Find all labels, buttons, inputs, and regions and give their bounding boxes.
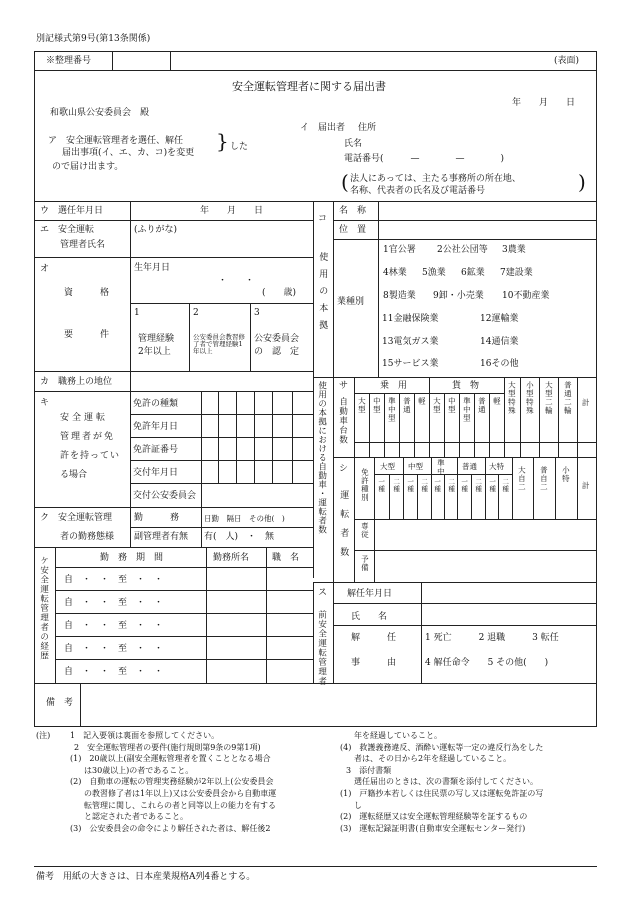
note-r-1: 年を経過していること。	[354, 731, 442, 740]
note-l-8: と認定された者であること。	[84, 812, 188, 822]
veh-col-p-medium: 中型	[372, 397, 382, 414]
kinmu-options[interactable]: 日勤 隔日 その他( )	[204, 514, 285, 523]
cargo-header: 貨 物	[452, 381, 480, 391]
career-row-2[interactable]: 自 ・ ・ 至 ・ ・	[64, 598, 164, 608]
license-type: 免許の種類	[133, 399, 179, 409]
intro-line-c: ので届け出ます。	[52, 162, 124, 172]
veh-col-c-semi: 準中型	[462, 397, 472, 423]
note-r-5: 選任届出のときは、次の書類を添付してください。	[354, 777, 538, 787]
req3-text: 公安委員会	[254, 334, 300, 344]
applicant-name[interactable]: 氏名	[344, 139, 363, 149]
industry-2[interactable]: 2公社公団等	[437, 245, 488, 255]
lic-sub-4: 二種	[420, 478, 429, 493]
sub-manager-field[interactable]: 有( 人) ・ 無	[204, 532, 275, 542]
issuing-commission: 交付公安委員会	[133, 491, 197, 501]
dismissal-reasons-2[interactable]: 4 解任命令 5 その他( )	[425, 658, 549, 668]
prev-manager-name-label: 氏 名	[351, 612, 388, 622]
passenger-header: 乗 用	[380, 381, 408, 391]
applicant-address[interactable]: 住所	[358, 123, 377, 133]
industry-1[interactable]: 1官公署	[383, 245, 416, 255]
veh-col-p-light: 軽	[417, 397, 427, 406]
sub-manager-label: 副管理者有無	[134, 532, 189, 542]
req1-text-b: 2年以上	[138, 347, 171, 357]
lic-small-special: 小特	[561, 466, 571, 483]
req2-text: 公安委員会教習修了者で管理経験1年以上	[193, 333, 245, 356]
veh-col-normal-bike: 普通二輪	[563, 381, 573, 415]
lic-sub-2: 二種	[392, 478, 401, 493]
paren-close: )	[578, 170, 586, 194]
industry-3[interactable]: 3農業	[502, 245, 526, 255]
industry-13[interactable]: 13電気ガス業	[382, 337, 439, 347]
career-period-header: 勤 務 期 間	[100, 553, 164, 563]
dismissal-date-label: 解任年月日	[347, 589, 393, 599]
note-r-4: 3 添付書類	[346, 765, 392, 775]
intro-shita: した	[230, 142, 249, 152]
industry-8[interactable]: 8製造業	[383, 291, 416, 301]
birth-date-label: 生年月日	[134, 263, 171, 273]
birth-date-field[interactable]: ・ ・	[218, 276, 255, 286]
req1-no: 1	[134, 308, 140, 318]
career-row-1[interactable]: 自 ・ ・ 至 ・ ・	[64, 575, 164, 585]
note-r-2: (4) 救護義務違反、酒酔い運転等一定の違反行為をした	[340, 742, 544, 752]
driver-count-label: 運転者数	[338, 490, 349, 566]
form-title: 安全運転管理者に関する届出書	[232, 80, 386, 93]
industry-9[interactable]: 9卸・小売業	[433, 291, 484, 301]
office-location-label: 位 置	[339, 225, 367, 235]
veh-col-small-special: 小型特殊	[525, 381, 535, 415]
office-location-field[interactable]	[381, 222, 593, 236]
omote-label: (表面)	[554, 56, 580, 66]
corp-note-2: 名称、代表者の氏名及び電話番号	[350, 186, 486, 196]
lic-large: 大型	[380, 462, 395, 471]
note-l-5: (2) 自動車の運転の管理実務経験が2年以上(公安委員会	[70, 777, 274, 787]
veh-col-large-bike: 大型二輪	[544, 381, 554, 415]
industry-10[interactable]: 10不動産業	[502, 291, 550, 301]
applicant-label: イ 届出者	[300, 123, 346, 133]
industry-label: 業種別	[337, 297, 365, 307]
industry-14[interactable]: 14通信業	[480, 337, 519, 347]
req3-no: 3	[254, 308, 260, 318]
career-office-header: 勤務所名	[213, 553, 250, 563]
manager-name-label2: 管理者氏名	[60, 240, 106, 250]
header-bar	[34, 51, 597, 70]
lic-medium: 中型	[408, 462, 423, 471]
kinmu-label2: 者の勤務態様	[60, 532, 115, 542]
note-l-6: の教習修了者は1年以上)又は公安委員会から自動車運	[84, 788, 277, 798]
notes-left	[70, 730, 332, 834]
su-label: ス	[318, 588, 328, 598]
age-field[interactable]: ( 歳)	[262, 288, 297, 298]
honkyo-label: 使用の本拠	[317, 252, 328, 337]
industry-16[interactable]: 16その他	[480, 359, 519, 369]
license-kind-label: 免許種別	[360, 468, 370, 502]
career-title-header: 職 名	[272, 553, 300, 563]
furigana: (ふりがな)	[134, 225, 178, 235]
lic-large-special: 大特	[489, 462, 504, 471]
dismissal-reason-label-1: 解 任	[351, 633, 397, 643]
addressee: 和歌山県公安委員会 殿	[50, 108, 150, 118]
issue-date: 交付年月日	[133, 468, 179, 478]
senin-date-field[interactable]: 年 月 日	[200, 206, 264, 216]
lic-sub-9: 一種	[488, 478, 497, 493]
manager-name-field[interactable]	[134, 238, 310, 252]
veh-col-large-special: 大型特殊	[507, 381, 517, 415]
industry-11[interactable]: 11金融保険業	[382, 314, 439, 324]
career-label: ケ安全運転管理者の経歴	[38, 556, 49, 661]
reserve-label: 予備	[360, 555, 370, 572]
remarks-field[interactable]	[84, 686, 593, 724]
note-r-8: (2) 運転経歴又は安全運転管理経験等を証するもの	[340, 812, 528, 822]
sa-label: サ	[339, 381, 349, 391]
vehicle-count-label: 自動車台数	[337, 397, 348, 445]
veh-col-p-semi: 準中型	[387, 397, 397, 423]
ki-text-4: る場合	[60, 470, 88, 480]
note-r-3: 者は、その日から2年を経過していること。	[354, 754, 512, 764]
lic-normal-moto: 普自二	[539, 466, 549, 492]
industry-7[interactable]: 7建設業	[500, 268, 533, 278]
veh-col-c-normal: 普通	[477, 397, 487, 414]
career-row-3[interactable]: 自 ・ ・ 至 ・ ・	[64, 621, 164, 631]
office-name-label: 名 称	[339, 206, 367, 216]
lic-sub-5: 一種	[433, 478, 442, 493]
paren-open: (	[341, 170, 349, 194]
vehicles-drivers-label: 使用の本拠における自動車・運転者数	[316, 381, 327, 534]
note-l-2: 2 安全運転管理者の要件(施行規則第9条の9第1項)	[74, 742, 261, 752]
submit-date[interactable]: 年 月 日	[512, 98, 576, 108]
veh-col-c-large: 大型	[432, 397, 442, 414]
req3-text-b: の 認 定	[254, 347, 300, 357]
applicant-tel[interactable]: 電話番号( — — )	[344, 154, 505, 164]
seiri-number-field[interactable]	[120, 56, 164, 68]
ki-text-1: 安全運転	[60, 413, 109, 423]
license-date: 免許年月日	[133, 422, 179, 432]
kinmu-sub-label: 勤 務	[134, 513, 180, 523]
corp-note-1: 法人にあっては、主たる事務所の所在地、	[350, 174, 521, 184]
note-l-1: 1 記入要領は裏面を参照してください。	[70, 731, 220, 740]
industry-4[interactable]: 4林業	[383, 268, 407, 278]
industry-5[interactable]: 5漁業	[422, 268, 446, 278]
veh-col-total: 計	[582, 398, 590, 407]
seiri-number-label: ※整理番号	[46, 56, 92, 66]
lic-large-moto: 大自二	[517, 466, 527, 492]
lic-sub-6: 二種	[447, 478, 456, 493]
lic-sub-1: 一種	[377, 478, 386, 493]
prev-manager-label: 前安全運転管理者	[316, 610, 327, 686]
manager-name-label: エ 安全運転	[40, 225, 95, 235]
note-r-9: (3) 運転記録証明書(自動車安全運転センター発行)	[340, 823, 526, 833]
dismissal-reason-label-2: 事 由	[351, 658, 397, 668]
notes-right	[340, 730, 598, 834]
form-reference: 別記様式第9号(第13条関係)	[36, 34, 151, 44]
ki-text-3: 許を持ってい	[60, 451, 121, 461]
note-l-4: は30歳以上)の者であること。	[84, 765, 194, 775]
career-row-5[interactable]: 自 ・ ・ 至 ・ ・	[64, 667, 164, 677]
note-l-3: (1) 20歳以上(副安全運転管理者を置くこととなる場合	[70, 754, 271, 764]
remarks-label: 備 考	[46, 698, 74, 708]
ki-label: キ	[40, 398, 50, 408]
veh-col-c-light: 軽	[492, 397, 502, 406]
veh-col-c-medium: 中型	[447, 397, 457, 414]
lic-normal: 普通	[462, 462, 477, 471]
note-l-7: 転管理に関し、これらの者と同等以上の能力を有する	[84, 800, 276, 810]
footer-note: 備考 用紙の大きさは、日本産業規格A列4番とする。	[36, 872, 256, 882]
industry-15[interactable]: 15サービス業	[382, 359, 439, 369]
req2-no: 2	[193, 308, 199, 318]
lic-sub-7: 一種	[460, 478, 469, 493]
req1-text: 管理経験	[138, 334, 175, 344]
o-label: オ	[40, 264, 50, 274]
yoken-label: 要 件	[64, 330, 110, 340]
lic-sub-3: 一種	[406, 478, 415, 493]
notes-label: (注)	[36, 731, 51, 740]
position-label: カ 職務上の地位	[40, 377, 113, 387]
industry-12[interactable]: 12運輸業	[480, 314, 519, 324]
brace: }	[216, 129, 229, 153]
kinmu-label: ク 安全運転管理	[40, 513, 113, 523]
lic-total: 計	[582, 481, 590, 490]
intro-line-a: ア 安全運転管理者を選任、解任	[48, 136, 184, 146]
industry-6[interactable]: 6鉱業	[461, 268, 485, 278]
note-r-7: し	[354, 800, 362, 810]
license-number: 免許証番号	[133, 445, 179, 455]
office-name-field[interactable]	[381, 203, 593, 217]
ki-text-2: 管理者が免	[60, 432, 116, 442]
note-r-6: (1) 戸籍抄本若しくは住民票の写し又は運転免許証の写	[340, 788, 544, 798]
dismissal-reasons-1[interactable]: 1 死亡 2 退職 3 転任	[425, 633, 559, 643]
lic-semi: 準中	[436, 459, 446, 476]
lic-sub-10: 二種	[501, 478, 510, 493]
ko-label: コ	[318, 214, 328, 224]
note-l-9: (3) 公安委員会の命令により解任された者は、解任後2	[70, 823, 271, 833]
intro-line-b: 届出事項(イ、エ、カ、コ)を変更	[62, 148, 195, 158]
shikaku-label: 資 格	[64, 288, 110, 298]
veh-col-p-large: 大型	[357, 397, 367, 414]
senin-date-label: ウ 選任年月日	[40, 206, 104, 216]
fulltime-label: 専従	[360, 522, 370, 539]
career-row-4[interactable]: 自 ・ ・ 至 ・ ・	[64, 644, 164, 654]
veh-col-p-normal: 普通	[402, 397, 412, 414]
shi-label: シ	[339, 464, 349, 474]
lic-sub-8: 二種	[474, 478, 483, 493]
